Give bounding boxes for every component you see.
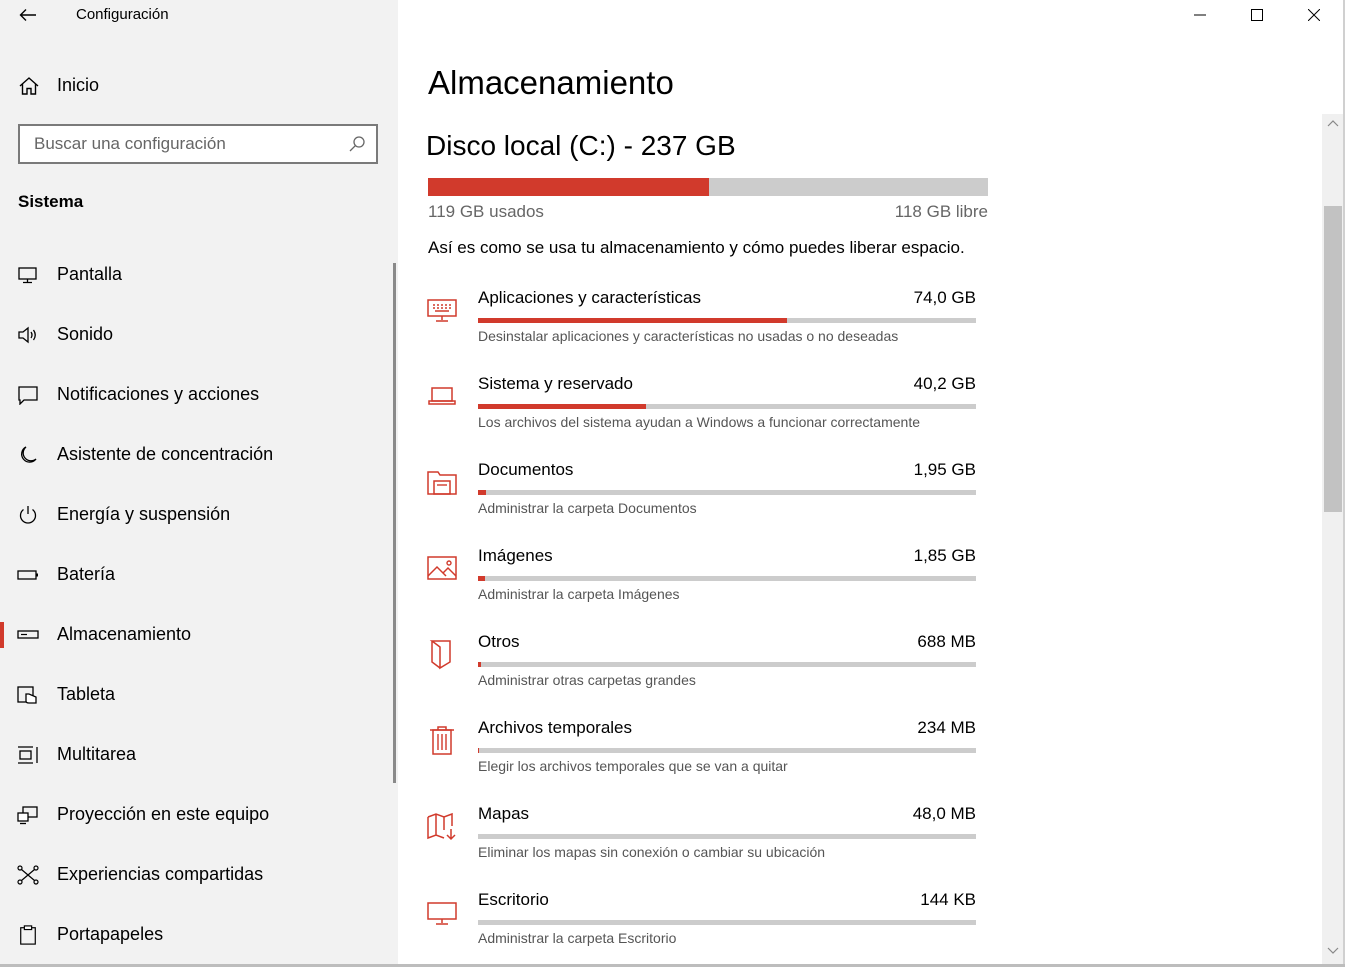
category-size: 688 MB xyxy=(917,632,976,651)
close-icon xyxy=(1308,9,1320,21)
category-bar xyxy=(478,404,976,409)
sidebar-item-experiencias[interactable] xyxy=(0,845,398,905)
category-others[interactable] xyxy=(420,626,990,712)
sidebar-item-almacenamiento[interactable] xyxy=(0,605,398,665)
power-icon xyxy=(17,505,39,525)
sidebar-item-proyeccion[interactable] xyxy=(0,785,398,845)
sidebar-item-label: Energía y suspensión xyxy=(57,504,231,524)
minimize-icon xyxy=(1194,14,1206,16)
notification-icon xyxy=(17,385,39,405)
category-name: Archivos temporales xyxy=(478,718,633,737)
sidebar-nav xyxy=(0,245,398,965)
disk-title: Disco local (C:) - 237 GB xyxy=(426,130,736,161)
apps-icon xyxy=(426,294,458,326)
category-size: 40,2 GB xyxy=(913,374,976,393)
category-size: 48,0 MB xyxy=(912,804,976,823)
category-description: Desinstalar aplicaciones y características no usadas o no deseadas xyxy=(478,328,899,344)
category-bar-fill xyxy=(478,404,646,409)
back-arrow-icon xyxy=(19,8,37,22)
category-description: Los archivos del sistema ayudan a Windows a funcionar correctamente xyxy=(478,414,920,430)
back-button[interactable] xyxy=(10,0,46,30)
category-system[interactable] xyxy=(420,368,990,454)
other-folder-icon xyxy=(426,638,458,670)
maximize-icon xyxy=(1251,9,1263,21)
category-desktop[interactable] xyxy=(420,884,990,970)
search-input[interactable] xyxy=(34,133,334,155)
monitor-icon xyxy=(17,265,39,285)
scroll-up-icon[interactable] xyxy=(1327,118,1339,128)
category-description: Administrar otras carpetas grandes xyxy=(478,672,696,688)
category-bar-fill xyxy=(478,576,485,581)
category-description: Administrar la carpeta Imágenes xyxy=(478,586,680,602)
category-bar xyxy=(478,748,976,753)
sidebar-item-tableta[interactable] xyxy=(0,665,398,725)
category-apps[interactable] xyxy=(420,282,990,368)
active-indicator xyxy=(0,622,4,648)
sidebar-item-label: Asistente de concentración xyxy=(57,444,274,464)
category-maps[interactable] xyxy=(420,798,990,884)
storage-categories xyxy=(420,282,990,970)
category-description: Administrar la carpeta Documentos xyxy=(478,500,697,516)
sidebar-scrollbar[interactable] xyxy=(393,263,396,783)
sidebar-item-sonido[interactable] xyxy=(0,305,398,365)
moon-icon xyxy=(17,445,39,465)
category-name: Otros xyxy=(478,632,520,651)
sidebar-item-notificaciones[interactable] xyxy=(0,365,398,425)
scrollbar-thumb[interactable] xyxy=(1324,206,1342,512)
sidebar-item-label: Sonido xyxy=(57,324,114,344)
category-name: Escritorio xyxy=(478,890,549,909)
scroll-down-icon[interactable] xyxy=(1327,946,1339,956)
close-button[interactable] xyxy=(1286,0,1342,30)
sidebar-item-portapapeles[interactable] xyxy=(0,905,398,965)
search-box[interactable] xyxy=(18,124,378,164)
category-bar-fill xyxy=(478,490,486,495)
disk-used-label: 119 GB usados xyxy=(428,202,544,221)
category-description: Administrar la carpeta Escritorio xyxy=(478,930,677,946)
sidebar-item-label: Pantalla xyxy=(57,264,123,284)
category-bar xyxy=(478,662,976,667)
documents-folder-icon xyxy=(426,466,458,498)
sidebar-item-label: Proyección en este equipo xyxy=(57,804,270,824)
speaker-icon xyxy=(17,325,39,345)
category-temp-files[interactable] xyxy=(420,712,990,798)
category-description: Eliminar los mapas sin conexión o cambiar su ubicación xyxy=(478,844,826,860)
maximize-button[interactable] xyxy=(1229,0,1285,30)
category-bar xyxy=(478,576,976,581)
intro-text: Así es como se usa tu almacenamiento y cómo puedes liberar espacio. xyxy=(428,238,965,257)
trash-icon xyxy=(426,724,458,756)
category-size: 234 MB xyxy=(917,718,976,737)
category-name: Documentos xyxy=(478,460,574,479)
category-bar xyxy=(478,920,976,925)
category-name: Imágenes xyxy=(478,546,553,565)
sidebar-item-label: Multitarea xyxy=(57,744,137,764)
category-bar-fill xyxy=(478,662,481,667)
multitask-icon xyxy=(17,745,39,765)
sidebar-item-pantalla[interactable] xyxy=(0,245,398,305)
disk-usage-fill xyxy=(428,178,709,196)
page-title: Almacenamiento xyxy=(428,64,674,101)
category-name: Mapas xyxy=(478,804,530,823)
sidebar-item-multitarea[interactable] xyxy=(0,725,398,785)
share-icon xyxy=(17,865,39,885)
laptop-icon xyxy=(426,380,458,412)
storage-icon xyxy=(17,625,39,645)
app-title: Configuración xyxy=(76,6,169,23)
sidebar-item-energia[interactable] xyxy=(0,485,398,545)
category-documents[interactable] xyxy=(420,454,990,540)
sidebar-item-label: Tableta xyxy=(57,684,116,704)
minimize-button[interactable] xyxy=(1172,0,1228,30)
sidebar-item-label: Batería xyxy=(57,564,116,584)
category-bar xyxy=(478,318,976,323)
sidebar-item-asistente[interactable] xyxy=(0,425,398,485)
sidebar-item-label: Notificaciones y acciones xyxy=(57,384,260,404)
category-bar xyxy=(478,834,976,839)
map-icon xyxy=(426,810,458,842)
category-bar xyxy=(478,490,976,495)
category-size: 144 KB xyxy=(920,890,976,909)
disk-usage-bar xyxy=(428,178,988,196)
battery-icon xyxy=(17,565,39,585)
clipboard-icon xyxy=(17,925,39,945)
category-size: 1,95 GB xyxy=(913,460,976,479)
sidebar-item-label: Inicio xyxy=(57,75,100,95)
category-name: Aplicaciones y características xyxy=(478,288,701,307)
search-icon[interactable] xyxy=(348,135,366,153)
category-bar-fill xyxy=(478,318,787,323)
sidebar-item-bateria[interactable] xyxy=(0,545,398,605)
tablet-icon xyxy=(17,685,39,705)
sidebar-item-label: Experiencias compartidas xyxy=(57,864,264,884)
category-size: 1,85 GB xyxy=(913,546,976,565)
sidebar-item-label: Portapapeles xyxy=(57,924,164,944)
category-name: Sistema y reservado xyxy=(478,374,633,393)
sidebar xyxy=(0,0,398,967)
disk-free-label: 118 GB libre xyxy=(894,202,988,221)
home-icon xyxy=(18,76,40,96)
sidebar-item-home[interactable] xyxy=(0,64,398,108)
category-bar-fill xyxy=(478,748,479,753)
category-size: 74,0 GB xyxy=(913,288,976,307)
desktop-icon xyxy=(426,896,458,928)
picture-icon xyxy=(426,552,458,584)
sidebar-item-label: Almacenamiento xyxy=(57,624,192,644)
main-scrollbar[interactable] xyxy=(1322,114,1344,967)
section-title: Sistema xyxy=(18,192,84,211)
category-pictures[interactable] xyxy=(420,540,990,626)
category-description: Elegir los archivos temporales que se van a quitar xyxy=(478,758,788,774)
projection-icon xyxy=(17,805,39,825)
